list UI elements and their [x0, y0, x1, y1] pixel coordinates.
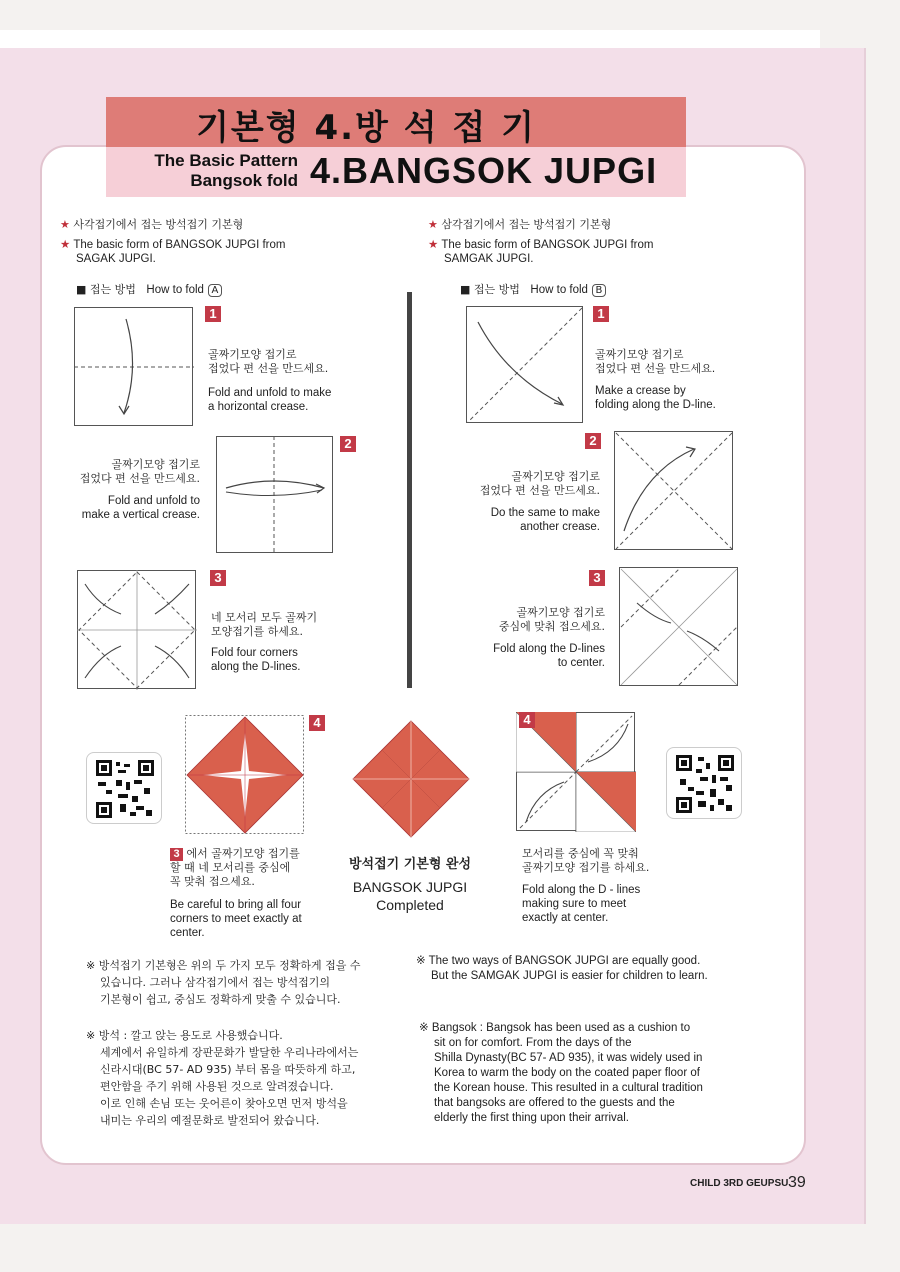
note-ko-2-line-6: 내미는 우리의 예절문화로 발전되어 왔습니다. [100, 1114, 320, 1127]
bullet-icon: ■ [460, 283, 471, 296]
left-step4-en-3: center. [170, 927, 205, 939]
left-intro-ko-text: 사각접기에서 접는 방석접기 기본형 [73, 218, 244, 231]
right-step3-ko [460, 606, 605, 634]
note-ko-2-line-3: 신라시대(BC 57- AD 935) 부터 몸을 따뜻하게 하고, [100, 1063, 356, 1076]
note-ko-2-line-2: 세계에서 유일하게 장판문화가 발달한 우리나라에서는 [100, 1046, 359, 1059]
note-ko-1-line-1: ※ 방석접기 기본형은 위의 두 가지 모두 정확하게 접을 수 [86, 959, 361, 972]
note-ko-2-line-4: 편안함을 주기 위해 사용된 것으로 알려졌습니다. [100, 1080, 334, 1093]
note-en-2-line-3: Shilla Dynasty(BC 57- AD 935), it was widely used in [434, 1052, 703, 1064]
right-step3-ko-2: 중심에 맞춰 접으세요. [498, 620, 605, 633]
right-step1-ko [595, 348, 715, 376]
note-en-2-line-7: elderly the first thing upon their arrival. [434, 1112, 629, 1124]
note-en-2-line-2: sit on for comfort. From the days of the [434, 1037, 632, 1049]
title-english-big: 4.BANGSOK JUPGI [310, 150, 658, 191]
left-how-letter: A [208, 284, 222, 297]
left-step1-diagram [74, 307, 194, 427]
star-icon: ★ [428, 239, 439, 251]
completed-en-1: BANGSOK JUPGI [352, 879, 468, 895]
note-ko-1 [86, 957, 360, 1008]
left-step1-en-1: Fold and unfold to make [208, 387, 332, 399]
title-korean: 기본형 4.방 석 접 기 [196, 108, 536, 148]
right-step3-number: 3 [589, 570, 605, 586]
right-intro-ko [428, 218, 611, 232]
left-step3-en [211, 646, 301, 674]
left-step2-ko-1: 골짜기모양 접기로 [111, 458, 200, 471]
left-step2-ko-2: 접었다 편 선을 만드세요. [79, 472, 200, 485]
title-english-small [138, 151, 298, 191]
right-step4-ko-2: 골짜기모양 접기를 하세요. [522, 861, 650, 874]
star-icon: ★ [60, 218, 70, 231]
left-step2-ko [60, 458, 200, 486]
right-step1-number: 1 [593, 306, 609, 322]
right-step4-en [522, 883, 640, 925]
star-icon: ★ [60, 239, 71, 251]
left-step1-ko [208, 348, 328, 376]
right-step1-ko-2: 접었다 편 선을 만드세요. [595, 362, 716, 375]
note-ko-1-line-3: 기본형이 쉽고, 중심도 정확하게 맞출 수 있습니다. [100, 993, 341, 1006]
left-intro-en-line-1: The basic form of BANGSOK JUPGI from [73, 239, 286, 251]
left-how-to-fold [76, 283, 222, 297]
left-step4-number: 4 [309, 715, 325, 731]
left-step4-ko-1 [170, 847, 300, 861]
left-how-ko: 접는 방법 [89, 283, 136, 296]
right-how-to-fold [460, 283, 606, 297]
page-number: 39 [788, 1174, 806, 1191]
left-step2-diagram [216, 436, 334, 554]
note-en-2-line-6: that bangsoks are offered to the guests and the [434, 1097, 675, 1109]
title-en-line-1: The Basic Pattern [154, 151, 298, 170]
right-step3-ko-1: 골짜기모양 접기로 [516, 606, 605, 619]
note-ko-2-line-1: ※ 방석 : 깔고 앉는 용도로 사용했습니다. [86, 1029, 283, 1042]
left-step2-en-1: Fold and unfold to [107, 495, 200, 507]
completed-ko: 방석접기 기본형 완성 [348, 857, 472, 872]
right-step3-en-2: to center. [557, 657, 605, 669]
qr-code-icon [676, 755, 734, 813]
left-step4-diagram [185, 715, 305, 835]
right-intro-en-line-1: The basic form of BANGSOK JUPGI from [441, 239, 654, 251]
left-step4-en-1: Be careful to bring all four [170, 899, 302, 911]
right-step1-en-1: Make a crease by [595, 385, 686, 397]
note-ko-1-line-2: 있습니다. 그러나 삼각접기에서 접는 방석접기의 [100, 976, 331, 989]
step-ref-badge: 3 [170, 848, 183, 861]
left-step1-ko-2: 접었다 편 선을 만드세요. [208, 362, 329, 375]
right-step1-ko-1: 골짜기모양 접기로 [595, 348, 684, 361]
right-step2-en-2: another crease. [520, 521, 600, 533]
note-en-2-line-1: ※ Bangsok : Bangsok has been used as a cushion to [419, 1022, 691, 1034]
left-step1-number: 1 [205, 306, 221, 322]
right-step1-en [595, 384, 716, 412]
left-step4-ko-3: 꼭 맞춰 접으세요. [170, 875, 255, 888]
left-step2-number: 2 [340, 436, 356, 452]
left-step1-ko-1: 골짜기모양 접기로 [208, 348, 297, 361]
note-en-1-line-2: But the SAMGAK JUPGI is easier for children to learn. [431, 970, 708, 982]
right-how-en: How to fold [530, 284, 588, 296]
right-step1-en-2: folding along the D-line. [595, 399, 716, 411]
note-en-1 [416, 954, 708, 984]
left-how-en: How to fold [146, 284, 204, 296]
right-step2-ko [455, 470, 600, 498]
right-step4-ko-1: 모서리를 중심에 꼭 맞춰 [522, 847, 639, 860]
right-step3-en-1: Fold along the D-lines [493, 643, 605, 655]
left-step3-en-1: Fold four corners [211, 647, 298, 659]
note-en-2 [419, 1021, 703, 1126]
left-intro-ko [60, 218, 243, 232]
title-en-line-2: Bangsok fold [190, 171, 298, 190]
right-step2-ko-1: 골짜기모양 접기로 [511, 470, 600, 483]
note-en-1-line-1: ※ The two ways of BANGSOK JUPGI are equally good. [416, 955, 701, 967]
column-divider [407, 292, 412, 688]
right-step2-en-1: Do the same to make [490, 507, 600, 519]
left-step3-ko-1: 네 모서리 모두 골짜기 [211, 611, 318, 624]
right-how-letter: B [592, 284, 606, 297]
right-step2-diagram [614, 431, 734, 551]
right-step1-diagram [466, 306, 584, 424]
left-intro-en [60, 238, 285, 266]
right-step2-ko-2: 접었다 편 선을 만드세요. [479, 484, 600, 497]
qr-code-icon [96, 760, 154, 818]
right-intro-ko-text: 삼각접기에서 접는 방석접기 기본형 [441, 218, 612, 231]
qr-code-right[interactable] [666, 747, 742, 819]
right-how-ko: 접는 방법 [473, 283, 520, 296]
left-step4-en-2: corners to meet exactly at [170, 913, 302, 925]
left-step4-ko-2: 할 때 네 모서리를 중심에 [170, 861, 291, 874]
right-step4-ko [522, 847, 649, 875]
left-step3-en-2: along the D-lines. [211, 661, 301, 673]
left-intro-en-line-2: SAGAK JUPGI. [76, 253, 156, 265]
left-step3-diagram [77, 570, 197, 690]
right-step4-en-1: Fold along the D - lines [522, 884, 641, 896]
note-ko-2 [86, 1027, 358, 1129]
left-step4-ko-1-text: 에서 골짜기모양 접기를 [186, 847, 300, 860]
left-step3-number: 3 [210, 570, 226, 586]
right-step2-en [455, 506, 600, 534]
right-intro-en-line-2: SAMGAK JUPGI. [444, 253, 534, 265]
right-step3-en [460, 642, 605, 670]
left-step1-en [208, 386, 331, 414]
footer-label: CHILD 3RD GEUPSU [690, 1178, 789, 1189]
star-icon: ★ [428, 218, 438, 231]
completed-en [330, 878, 490, 914]
right-step4-en-2: making sure to meet [522, 898, 627, 910]
left-step4-ko [170, 847, 300, 889]
right-step2-number: 2 [585, 433, 601, 449]
right-step4-number: 4 [519, 712, 535, 728]
left-step4-en [170, 898, 302, 940]
completed-diagram [352, 720, 470, 838]
note-en-2-line-4: Korea to warm the body on the coated paper floor of [434, 1067, 700, 1079]
right-step3-diagram [619, 567, 739, 687]
qr-code-left[interactable] [86, 752, 162, 824]
left-step1-en-2: a horizontal crease. [208, 401, 309, 413]
bullet-icon: ■ [76, 283, 87, 296]
note-ko-2-line-5: 이로 인해 손님 또는 웃어른이 찾아오면 먼저 방석을 [100, 1097, 348, 1110]
right-step4-diagram [516, 712, 636, 832]
right-intro-en [428, 238, 653, 266]
completed-en-2: Completed [376, 897, 444, 913]
left-step3-ko [211, 611, 317, 639]
note-en-2-line-5: the Korean house. This resulted in a cultural tradition [434, 1082, 703, 1094]
left-step2-en-2: make a vertical crease. [81, 509, 200, 521]
right-step4-en-3: exactly at center. [522, 912, 609, 924]
left-step2-en [60, 494, 200, 522]
left-step3-ko-2: 모양접기를 하세요. [211, 625, 304, 638]
